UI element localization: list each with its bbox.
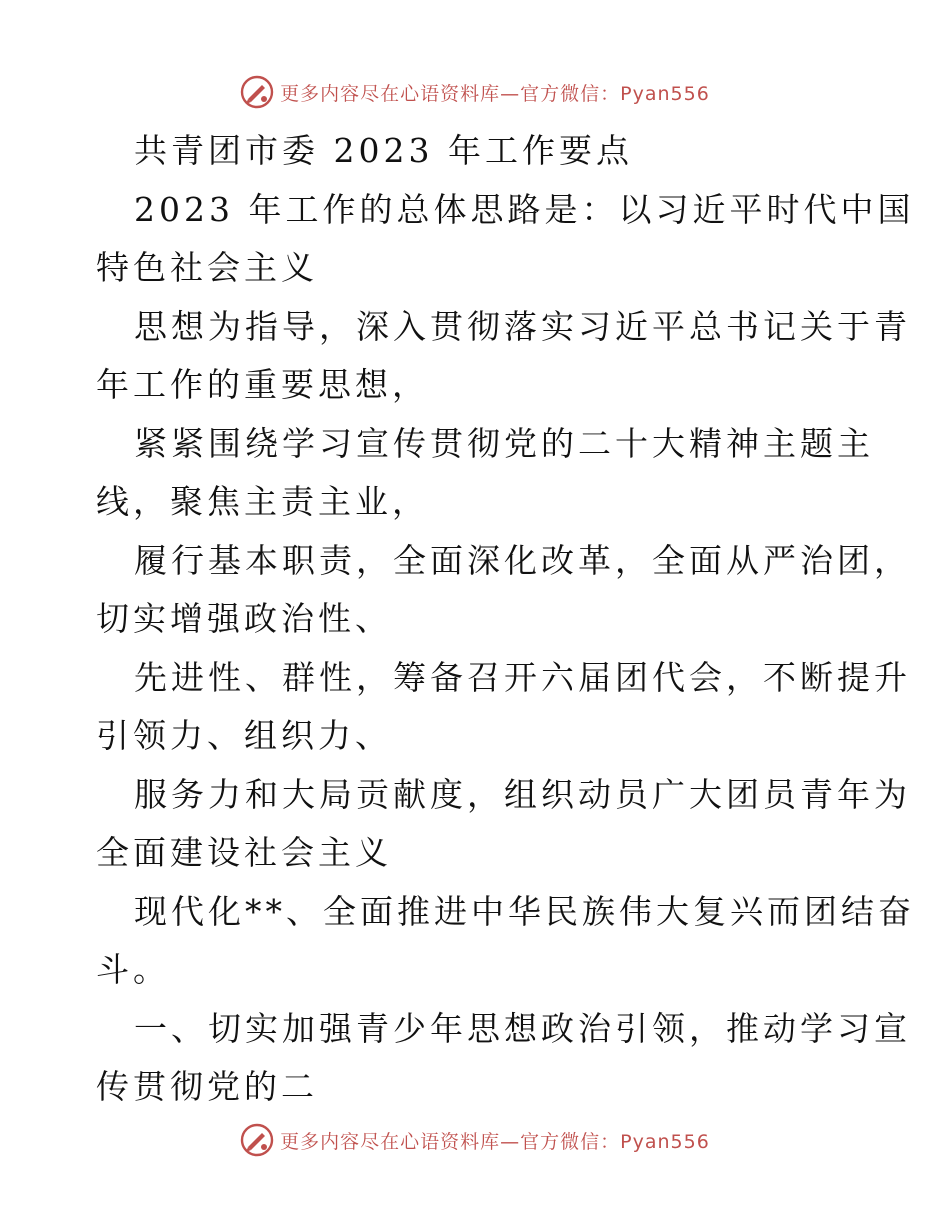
document-line: 一、切实加强青少年思想政治引领，推动学习宣	[134, 1008, 911, 1048]
document-line: 2023 年工作的总体思路是：以习近平时代中国	[134, 189, 915, 229]
document-line: 履行基本职责，全面深化改革，全面从严治团，	[134, 540, 911, 580]
document-body	[96, 122, 915, 1117]
watermark-text: 更多内容尽在心语资料库—官方微信：Pyan556	[280, 82, 710, 105]
document-line: 思想为指导，深入贯彻落实习近平总书记关于青	[134, 306, 911, 346]
document-line: 传贯彻党的二	[96, 1067, 318, 1106]
document-line: 线，聚焦主责主业，	[96, 482, 429, 521]
document-line: 服务力和大局贡献度，组织动员广大团员青年为	[134, 774, 911, 814]
document-line: 共青团市委 2023 年工作要点	[134, 131, 633, 170]
pen-logo-icon	[240, 75, 274, 109]
document-line: 特色社会主义	[96, 248, 318, 287]
document-line: 全面建设社会主义	[96, 833, 392, 872]
document-line: 先进性、群性，筹备召开六届团代会，不断提升	[134, 657, 911, 697]
document-line: 年工作的重要思想，	[96, 365, 429, 404]
header-watermark	[0, 72, 950, 112]
document-line: 斗。	[96, 950, 170, 989]
pen-logo-icon	[240, 1123, 274, 1157]
footer-watermark	[0, 1120, 950, 1160]
document-line: 现代化**、全面推进中华民族伟大复兴而团结奋	[134, 891, 915, 931]
document-line: 引领力、组织力、	[96, 716, 392, 755]
document-line: 切实增强政治性、	[96, 599, 392, 638]
document-line: 紧紧围绕学习宣传贯彻党的二十大精神主题主	[134, 423, 874, 463]
watermark-text: 更多内容尽在心语资料库—官方微信：Pyan556	[280, 1130, 710, 1153]
